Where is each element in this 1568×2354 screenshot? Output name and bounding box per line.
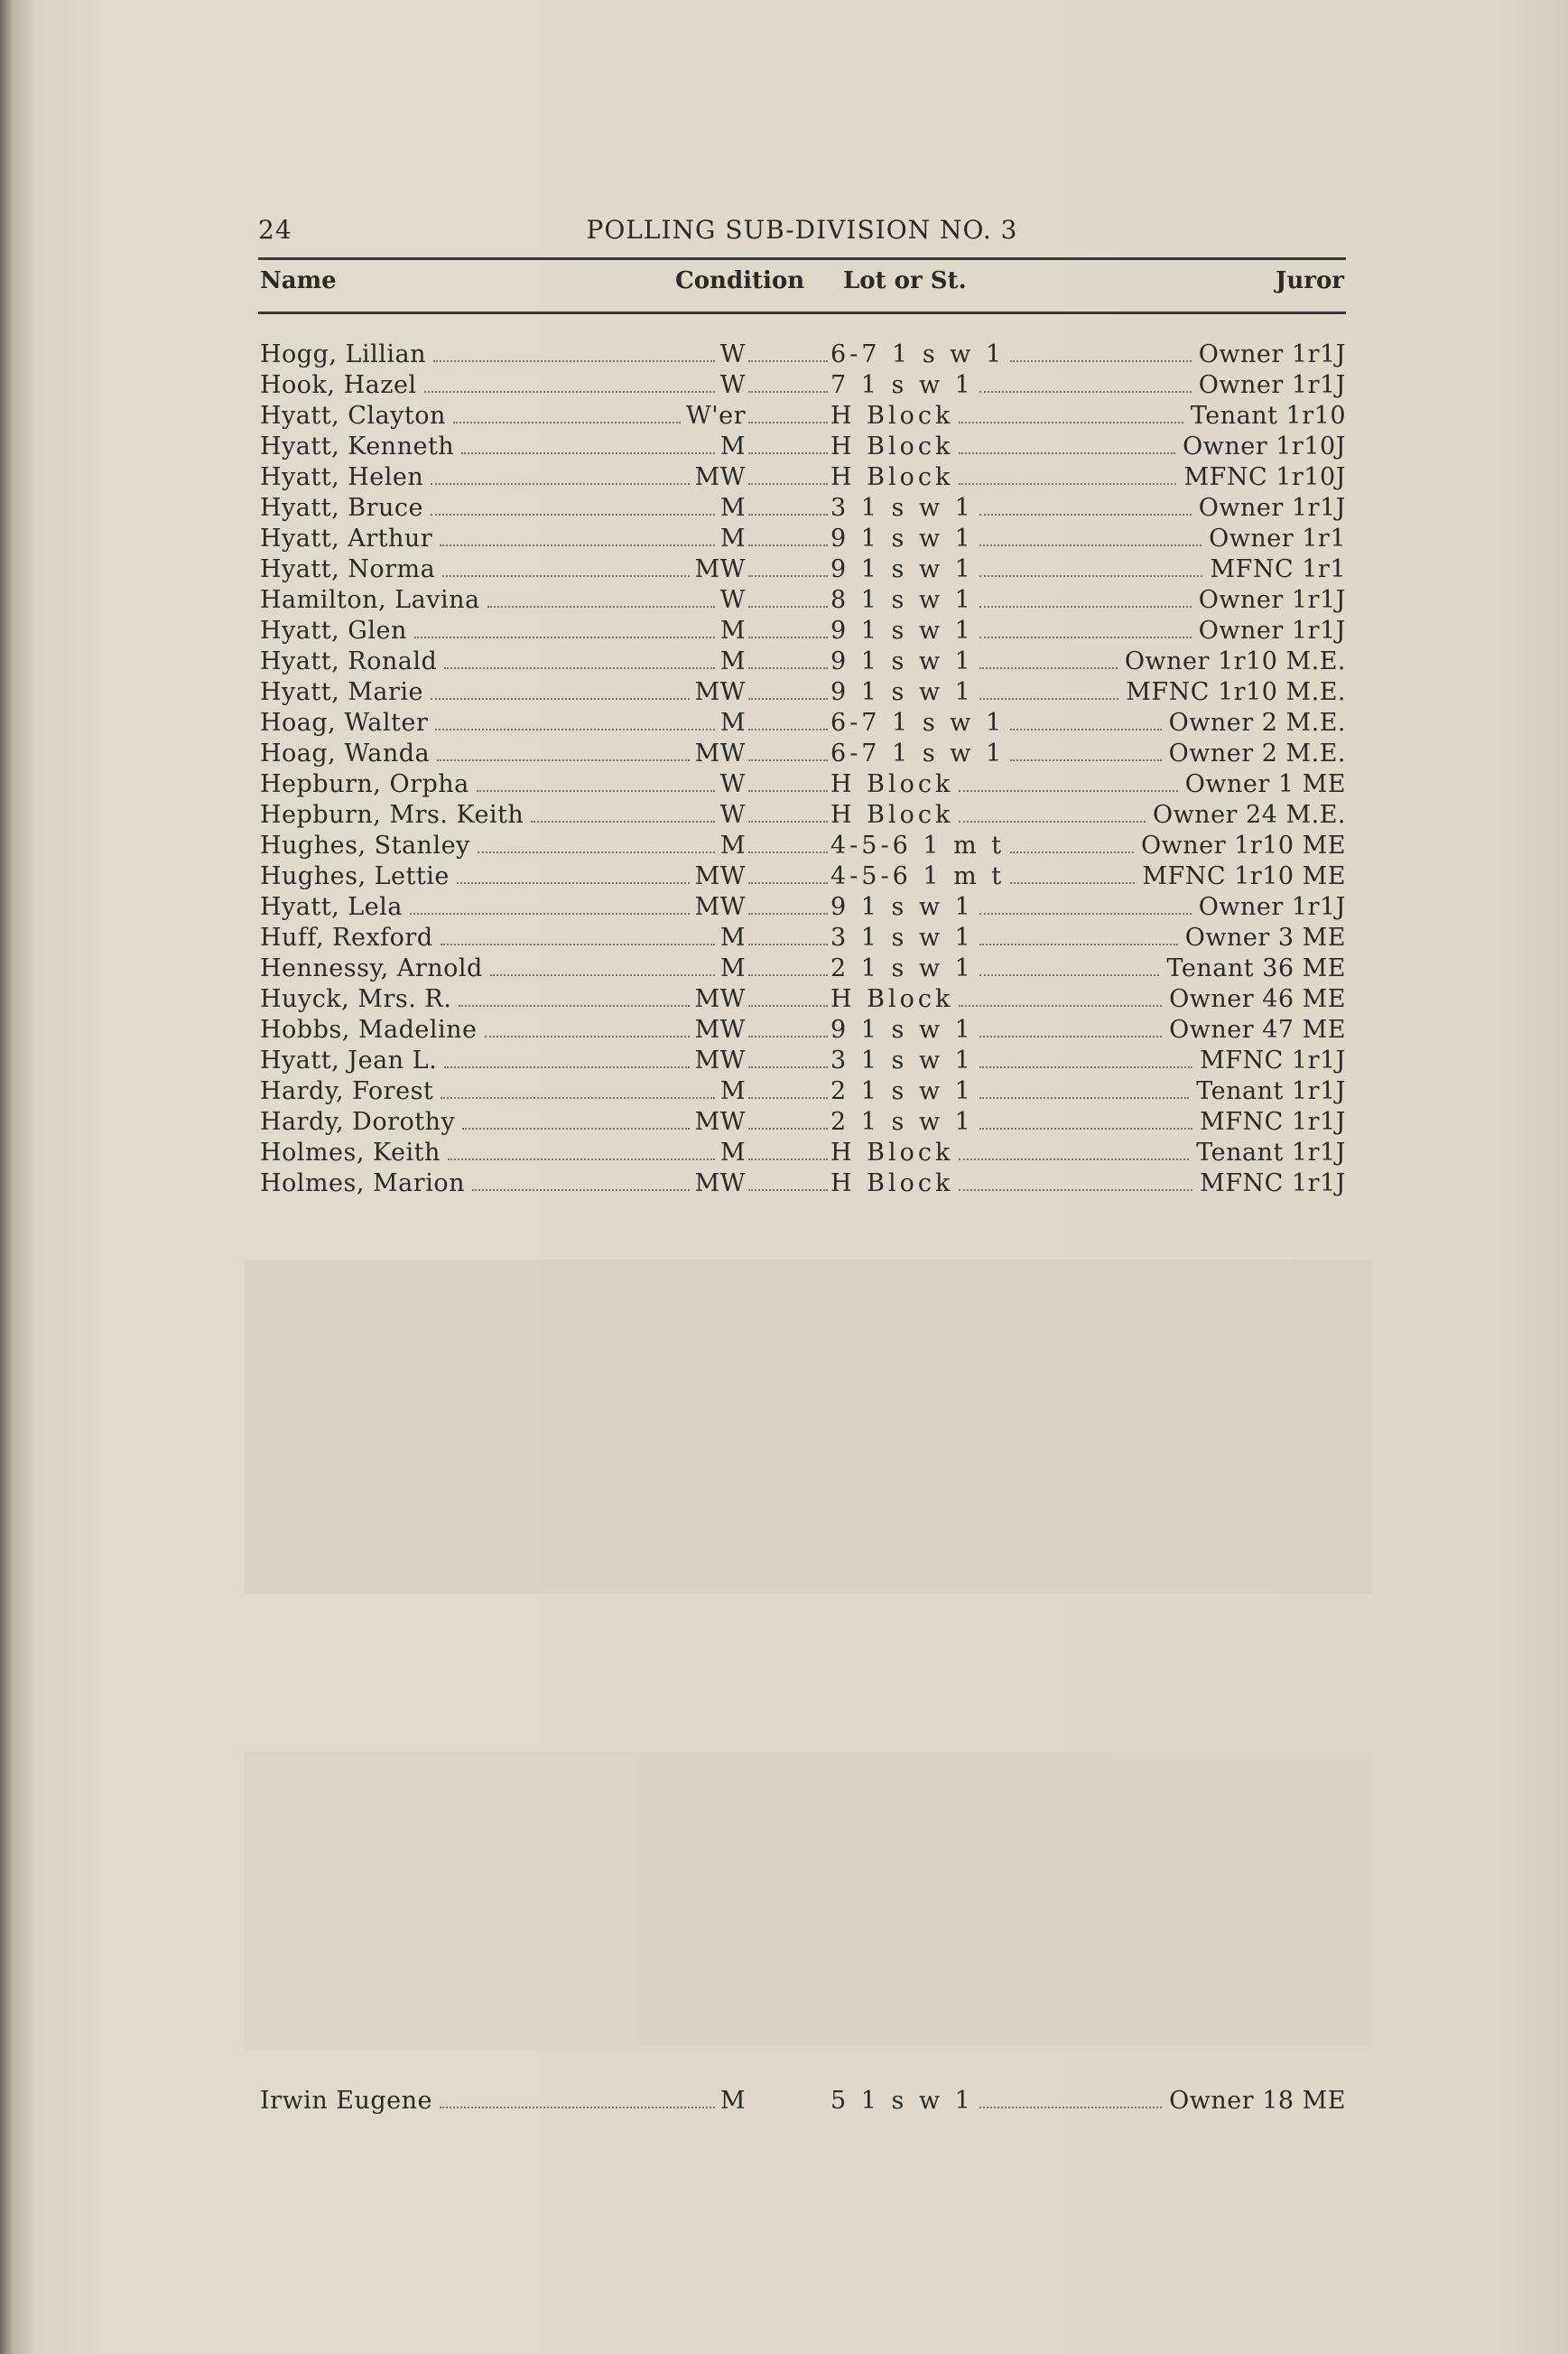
entry-condition: MW (694, 1047, 746, 1075)
leader-dots (748, 637, 828, 638)
leader-dots (748, 360, 828, 362)
leader-dots (748, 1158, 828, 1160)
list-item (258, 954, 1346, 984)
entry-condition: W'er (685, 402, 746, 430)
list-item (258, 861, 1346, 892)
entry-name: Hennessy, Arnold (260, 954, 483, 982)
leader-dots (1010, 882, 1135, 884)
entry-name: Hyatt, Glen (260, 617, 407, 645)
entry-name: Hyatt, Clayton (260, 402, 446, 430)
entry-condition: MW (694, 1169, 746, 1197)
entry-juror: Owner 47 ME (1169, 1016, 1346, 1044)
entry-condition: MW (694, 862, 746, 890)
list-item (258, 1107, 1346, 1138)
leader-dots (979, 944, 1178, 945)
entry-name: Hoag, Walter (260, 709, 429, 737)
entry-lot: H Block (830, 801, 954, 829)
entry-lot: 9 1 s w 1 (830, 893, 974, 921)
leader-dots (1010, 851, 1134, 853)
entry-lot: H Block (830, 402, 954, 430)
page-header (258, 215, 1346, 246)
list-item (258, 769, 1346, 800)
entry-name: Hyatt, Arthur (260, 525, 433, 553)
entry-name: Huyck, Mrs. R. (260, 985, 452, 1013)
column-headers (258, 267, 1346, 300)
list-item (258, 923, 1346, 954)
entry-lot: 5 1 s w 1 (830, 2087, 974, 2115)
entry-lot: H Block (830, 463, 954, 491)
leader-dots (477, 790, 715, 792)
entry-juror: Owner 1r1J (1198, 340, 1346, 368)
entry-lot: 3 1 s w 1 (830, 494, 974, 522)
list-item (258, 708, 1346, 739)
entry-name: Hamilton, Lavina (260, 586, 480, 614)
entry-lot: 6-7 1 s w 1 (830, 340, 1006, 368)
entry-juror: MFNC 1r1J (1200, 1169, 1346, 1197)
entry-condition: M (719, 617, 746, 645)
leader-dots (748, 1036, 828, 1037)
leader-dots (979, 637, 1192, 638)
leader-dots (431, 698, 690, 700)
leader-dots (462, 1128, 690, 1130)
leader-dots (748, 483, 828, 485)
leader-dots (748, 422, 828, 423)
leader-dots (959, 483, 1176, 485)
leader-dots (414, 637, 715, 638)
leader-dots (531, 821, 715, 823)
leader-dots (1010, 759, 1162, 761)
entry-name: Huff, Rexford (260, 924, 433, 952)
entry-lot: 8 1 s w 1 (830, 586, 974, 614)
entry-condition: M (719, 647, 746, 675)
list-item (258, 647, 1346, 677)
list-item (258, 524, 1346, 554)
leader-dots (748, 1066, 828, 1068)
list-item (258, 739, 1346, 769)
entry-condition: MW (694, 555, 746, 583)
leader-dots (979, 913, 1192, 915)
leader-dots (959, 790, 1178, 792)
entry-juror: Tenant 1r10 (1190, 402, 1346, 430)
leader-dots (959, 452, 1175, 454)
leader-dots (748, 698, 828, 700)
leader-dots (440, 2107, 715, 2108)
entry-condition: W (719, 801, 746, 829)
entry-name: Hardy, Forest (260, 1077, 434, 1105)
leader-dots (435, 729, 715, 730)
entry-name: Hyatt, Helen (260, 463, 424, 491)
entry-name: Irwin Eugene (260, 2087, 433, 2115)
leader-dots (437, 759, 690, 761)
list-item (258, 1046, 1346, 1076)
column-header-juror: Juror (1276, 267, 1344, 294)
entry-juror: MFNC 1r1 (1210, 555, 1346, 583)
leader-dots (459, 1005, 690, 1007)
bottom-entry (258, 2086, 1346, 2117)
leader-dots (748, 575, 828, 577)
entry-condition: MW (694, 740, 746, 768)
entry-lot: 7 1 s w 1 (830, 371, 974, 399)
leader-dots (979, 698, 1118, 700)
leader-dots (490, 974, 715, 976)
entry-condition: MW (694, 985, 746, 1013)
entry-name: Hyatt, Marie (260, 678, 424, 706)
leader-dots (1010, 360, 1192, 362)
leader-dots (979, 575, 1202, 577)
column-header-name: Name (260, 267, 337, 294)
leader-dots (979, 514, 1192, 516)
leader-dots (431, 483, 690, 485)
leader-dots (487, 606, 715, 608)
list-item (258, 585, 1346, 616)
entry-juror: Owner 24 M.E. (1152, 801, 1346, 829)
show-through-text-area (244, 1260, 1372, 1594)
leader-dots (959, 1158, 1189, 1160)
leader-dots (748, 544, 828, 546)
header-rule-bottom (258, 312, 1346, 314)
entry-name: Hyatt, Jean L. (260, 1047, 438, 1075)
header-rule-top (258, 257, 1346, 260)
leader-dots (959, 422, 1183, 423)
entry-name: Hogg, Lillian (260, 340, 426, 368)
page-number: 24 (258, 215, 292, 245)
entry-juror: Owner 1r1J (1198, 893, 1346, 921)
leader-dots (979, 2107, 1162, 2108)
entry-lot: 3 1 s w 1 (830, 924, 974, 952)
entry-condition: MW (694, 893, 746, 921)
leader-dots (748, 391, 828, 393)
entry-juror: Tenant 36 ME (1166, 954, 1346, 982)
entry-lot: 9 1 s w 1 (830, 555, 974, 583)
entry-juror: Owner 1r1J (1198, 586, 1346, 614)
entry-condition: W (719, 770, 746, 798)
entry-lot: 4-5-6 1 m t (830, 862, 1006, 890)
entry-juror: Owner 1r1J (1198, 371, 1346, 399)
entry-juror: Owner 1r1 (1209, 525, 1346, 553)
leader-dots (979, 606, 1192, 608)
leader-dots (444, 667, 715, 669)
entry-condition: W (719, 340, 746, 368)
leader-dots (748, 913, 828, 915)
leader-dots (748, 1097, 828, 1099)
leader-dots (448, 1158, 715, 1160)
entry-condition: M (719, 525, 746, 553)
entry-name: Hook, Hazel (260, 371, 417, 399)
entry-name: Hepburn, Mrs. Keith (260, 801, 524, 829)
entry-lot: H Block (830, 433, 954, 461)
list-item (258, 1015, 1346, 1046)
leader-dots (440, 544, 715, 546)
entry-lot: 9 1 s w 1 (830, 678, 974, 706)
leader-dots (959, 1005, 1162, 1007)
leader-dots (457, 882, 690, 884)
leader-dots (748, 759, 828, 761)
leader-dots (748, 1189, 828, 1191)
list-item (258, 462, 1346, 493)
entry-lot: H Block (830, 1139, 954, 1167)
entry-name: Hobbs, Madeline (260, 1016, 478, 1044)
leader-dots (433, 360, 715, 362)
entry-condition: MW (694, 1016, 746, 1044)
list-item (258, 2086, 1346, 2117)
list-item (258, 892, 1346, 923)
entry-condition: M (719, 433, 746, 461)
entry-juror: MFNC 1r1J (1200, 1047, 1346, 1075)
leader-dots (444, 1066, 690, 1068)
list-item (258, 493, 1346, 524)
list-item (258, 1168, 1346, 1199)
entry-juror: Tenant 1r1J (1196, 1077, 1346, 1105)
list-item (258, 677, 1346, 708)
leader-dots (410, 913, 690, 915)
leader-dots (441, 944, 715, 945)
entry-name: Holmes, Keith (260, 1139, 441, 1167)
leader-dots (424, 391, 715, 393)
list-item (258, 1138, 1346, 1168)
entry-juror: Owner 18 ME (1169, 2087, 1346, 2115)
entry-lot: 6-7 1 s w 1 (830, 709, 1006, 737)
entry-juror: Owner 1r10 ME (1141, 832, 1346, 860)
column-header-lot: Lot or St. (843, 267, 967, 294)
entry-juror: MFNC 1r10 ME (1142, 862, 1346, 890)
entry-juror: Owner 1r1J (1198, 617, 1346, 645)
entry-lot: 4-5-6 1 m t (830, 832, 1006, 860)
entry-juror: Owner 2 M.E. (1168, 709, 1346, 737)
leader-dots (748, 821, 828, 823)
leader-dots (461, 452, 715, 454)
leader-dots (442, 575, 690, 577)
leader-dots (959, 1189, 1192, 1191)
entry-juror: Owner 2 M.E. (1168, 740, 1346, 768)
entry-condition: W (719, 371, 746, 399)
leader-dots (748, 882, 828, 884)
entry-lot: 6-7 1 s w 1 (830, 740, 1006, 768)
page-title: POLLING SUB-DIVISION NO. 3 (586, 215, 1018, 245)
entry-condition: M (719, 924, 746, 952)
entry-name: Hyatt, Lela (260, 893, 403, 921)
leader-dots (979, 974, 1159, 976)
leader-dots (979, 391, 1192, 393)
leader-dots (748, 667, 828, 669)
list-item (258, 616, 1346, 647)
entry-name: Hughes, Stanley (260, 832, 470, 860)
leader-dots (441, 1097, 715, 1099)
leader-dots (748, 729, 828, 730)
entry-condition: MW (694, 1108, 746, 1136)
entry-condition: M (719, 494, 746, 522)
entry-lot: 2 1 s w 1 (830, 1108, 974, 1136)
list-item (258, 1076, 1346, 1107)
list-item (258, 401, 1346, 432)
leader-dots (453, 422, 681, 423)
entry-name: Hyatt, Ronald (260, 647, 438, 675)
entry-juror: Owner 1r1J (1198, 494, 1346, 522)
leader-dots (431, 514, 715, 516)
leader-dots (979, 667, 1118, 669)
entry-condition: M (719, 1077, 746, 1105)
entry-condition: MW (694, 678, 746, 706)
entry-juror: Owner 1r10J (1183, 433, 1346, 461)
leader-dots (748, 1128, 828, 1130)
leader-dots (748, 606, 828, 608)
leader-dots (748, 851, 828, 853)
leader-dots (748, 452, 828, 454)
list-item (258, 370, 1346, 401)
list-item (258, 831, 1346, 861)
entry-juror: Owner 3 ME (1184, 924, 1346, 952)
leader-dots (478, 851, 715, 853)
leader-dots (1010, 729, 1162, 730)
column-header-condition: Condition (675, 267, 805, 294)
entry-lot: H Block (830, 770, 954, 798)
entry-juror: Owner 1r10 M.E. (1124, 647, 1346, 675)
voter-list (258, 340, 1346, 1199)
entry-name: Hyatt, Norma (260, 555, 436, 583)
entry-name: Hughes, Lettie (260, 862, 450, 890)
entry-name: Holmes, Marion (260, 1169, 465, 1197)
leader-dots (472, 1189, 690, 1191)
entry-condition: M (719, 2087, 746, 2115)
list-item (258, 554, 1346, 585)
entry-condition: W (719, 586, 746, 614)
leader-dots (748, 514, 828, 516)
entry-condition: MW (694, 463, 746, 491)
entry-condition: M (719, 1139, 746, 1167)
leader-dots (979, 1036, 1162, 1037)
entry-condition: M (719, 709, 746, 737)
entry-lot: 9 1 s w 1 (830, 1016, 974, 1044)
show-through-text-area-lower (244, 1752, 1372, 2050)
leader-dots (979, 1128, 1192, 1130)
list-item (258, 340, 1346, 370)
entry-lot: 9 1 s w 1 (830, 617, 974, 645)
leader-dots (485, 1036, 690, 1037)
entry-condition: M (719, 954, 746, 982)
leader-dots (748, 1005, 828, 1007)
entry-name: Hoag, Wanda (260, 740, 431, 768)
leader-dots (979, 1097, 1189, 1099)
entry-name: Hyatt, Kenneth (260, 433, 455, 461)
entry-lot: H Block (830, 985, 954, 1013)
entry-lot: 9 1 s w 1 (830, 647, 974, 675)
entry-juror: Owner 46 ME (1169, 985, 1346, 1013)
leader-dots (979, 544, 1202, 546)
entry-condition: M (719, 832, 746, 860)
list-item (258, 800, 1346, 831)
leader-dots (748, 944, 828, 945)
entry-name: Hyatt, Bruce (260, 494, 423, 522)
leader-dots (748, 974, 828, 976)
list-item (258, 432, 1346, 462)
entry-juror: Tenant 1r1J (1196, 1139, 1346, 1167)
entry-lot: 2 1 s w 1 (830, 1077, 974, 1105)
entry-juror: MFNC 1r1J (1200, 1108, 1346, 1136)
entry-lot: 3 1 s w 1 (830, 1047, 974, 1075)
entry-juror: MFNC 1r10 M.E. (1126, 678, 1346, 706)
entry-lot: H Block (830, 1169, 954, 1197)
leader-dots (979, 1066, 1192, 1068)
leader-dots (748, 790, 828, 792)
entry-name: Hardy, Dorothy (260, 1108, 456, 1136)
list-item (258, 984, 1346, 1015)
entry-lot: 2 1 s w 1 (830, 954, 974, 982)
entry-lot: 9 1 s w 1 (830, 525, 974, 553)
entry-name: Hepburn, Orpha (260, 770, 469, 798)
entry-juror: Owner 1 ME (1184, 770, 1346, 798)
entry-juror: MFNC 1r10J (1183, 463, 1346, 491)
leader-dots (959, 821, 1146, 823)
